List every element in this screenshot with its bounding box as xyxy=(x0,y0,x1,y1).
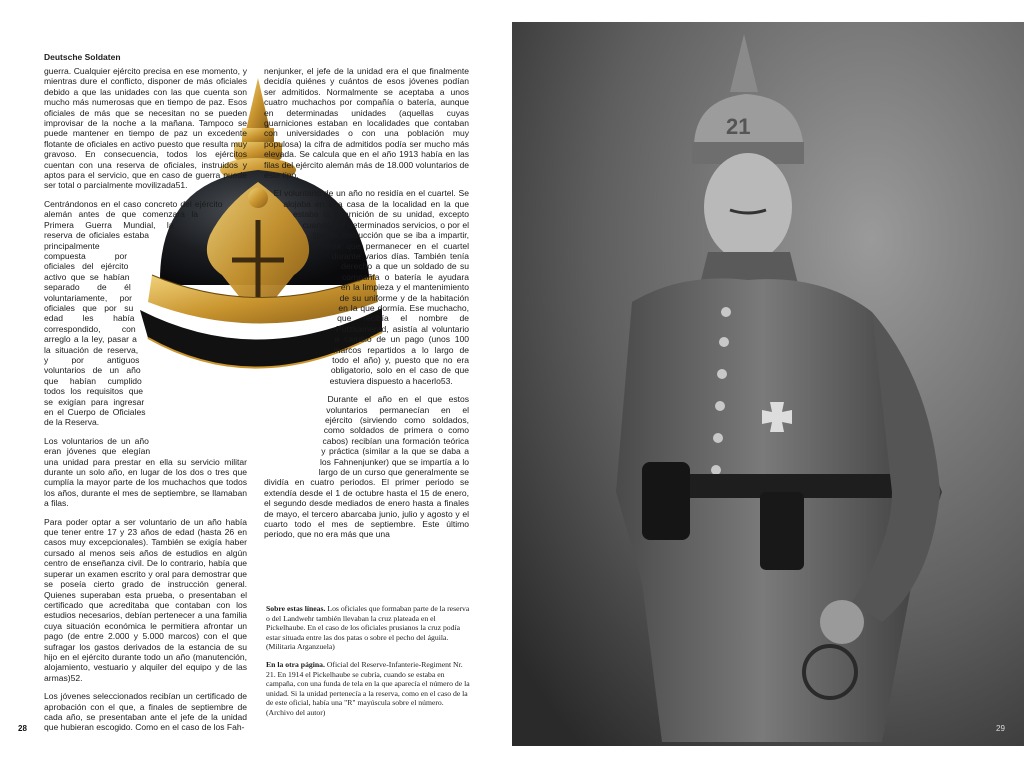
paragraph: Los jóvenes seleccionados recibían un certificado de aprobación con el que, a finales de septiembre de cada año, se presentaban ante el jefe de la unidad que hubieran escogido. Como en el caso de los Fah- xyxy=(44,691,247,733)
paragraph: Para poder optar a ser voluntario de un año había que tener entre 17 y 23 años de edad (hasta 26 en casos muy excepcionales). También se exigía haber cursado al menos seis años de estudios en algún centro de enseñanza civil. De lo contrario, había que superar un examen escrito y oral para demostrar que se poseía cierto grado de instrucción general. Quienes superaban esta prueba, o presentaban el certificado que acreditaba que contaban con los estudios necesarios, debían pertenecer a una familia cuya situación económica le permitiera afrontar un pago (de entre 2.000 y 5.000 marcos) con el que sufragar los gastos derivados de la estancia de su hijo en el ejército durante todo un año (manutención, alojamiento, vestuario y alquiler del equipo y de las armas)52. xyxy=(44,516,247,683)
paragraph: nenjunker, el jefe de la unidad era el que finalmente decidía quiénes y cuántos de esos jóvenes podían ser admitidos. Normalmente se aceptaba a unos cuatro muchachos por compañía o batería, aunque en determinadas unidades (aquellas cuyas guarniciones estaban en localidades que contaban con universidades o con una población muy populosa) la cifra de admitidos podía ser mucho más elevada. Se calcula que en el año 1913 había en las filas del ejército alemán más de 18.000 voluntarios de este tipo. xyxy=(264,66,469,181)
text-column-1 xyxy=(44,66,247,741)
paragraph: Los voluntarios de un año eran jóvenes que elegían una unidad para prestar en ella su servicio militar durante un solo año, en lugar de los dos o tres que cumplía la mayor parte de los muchachos que todos los años, durante el mes de septiembre, se llamaban a filas. xyxy=(44,435,247,509)
caption-body: Los oficiales que formaban parte de la reserva o del Landwehr también llevaban la cruz plateada en el Pickelhaube. En el caso de los oficiales prusianos la cruz podía estar situada entre las dos patas o sobre el pecho del águila. (Militaria Arganzuela) xyxy=(266,604,470,652)
page-number-left: 28 xyxy=(18,724,27,733)
page-number-right: 29 xyxy=(996,724,1005,733)
paragraph: Centrándonos en el caso concreto del ejército alemán antes de que comenzara la Primera Guerra Mundial, la reserva de oficiales estaba principalmente compuesta por oficiales del ejército activo que se habían separado de él voluntariamente, por oficiales que por su edad les había correspondido, con arreglo a la ley, pasar a la situación de reserva, y por antiguos voluntarios de un año que habían cumplido todos los requisitos que se exigían para ingresar en el Cuerpo de Oficiales de la Reserva. xyxy=(44,198,223,428)
running-head: Deutsche Soldaten xyxy=(44,52,121,62)
officer-portrait-illustration xyxy=(512,22,1024,746)
caption-body: Oficial del Reserve-Infanterie-Regiment Nr. 21. En 1914 el Pickelhaube se cubría, cuando se estaba en campaña, con una funda de tela en la que aparecía el número de la unidad. Si la unidad pertenecía a la reserva, como en el caso de la de este oficial, había una "R" mayúscula sobre el número. (Archivo del autor) xyxy=(266,660,470,717)
paragraph: El voluntario de un año no residía en el cuartel. Se alojaba en una casa de la localidad en la que estaba la guarnición de su unidad, excepto cuando por determinados servicios, o por el tipo de instrucción que se iba a impartir, tenía que permanecer en el cuartel durante varios días. También tenía derecho a que un soldado de su compañía o batería le ayudara en la limpieza y el mantenimiento de su uniforme y de la habitación en la que dormía. Ese muchacho, que recibía el nombre de Putzkamerad, asistía al voluntario a cambio de un pago (unos 100 marcos repartidos a lo largo de todo el año) y, puesto que no era obligatorio, solo en el caso de que estuviera dispuesto a hacerlo53. xyxy=(273,188,469,386)
text-column-2 xyxy=(264,66,469,548)
caption-helmet xyxy=(266,604,471,652)
paragraph: guerra. Cualquier ejército precisa en ese momento, y mientras dure el conflicto, disponer de más oficiales debido a que las unidades con las que cuenta son mucho más numerosas que en tiempo de paz. Esos oficiales de más que se necesitan no se pueden improvisar de la noche a la mañana. Tampoco se puede mantener en tiempo de paz un excedente flotante de oficiales en activo puesto que resulta muy gravoso. En consecuencia, todos los ejércitos cuentan con una reserva de oficiales, instruidos y aptos para el servicio, que en caso de guerra puede ser total o parcialmente movilizada51. xyxy=(44,66,247,191)
caption-lead: Sobre estas líneas. xyxy=(266,604,326,613)
caption-lead: En la otra página. xyxy=(266,660,325,669)
officer-portrait-photo xyxy=(512,22,1024,746)
caption-portrait xyxy=(266,660,471,718)
helmet-cover-number: 21 xyxy=(726,114,751,139)
paragraph: Durante el año en el que estos voluntarios permanecían en el ejército (sirviendo como soldados, como soldados de primera o como cabos) recibían una formación teórica y práctica (similar a la que se daba a los Fahnenjunker) que se impartía a lo largo de un curso que generalmente se dividía en cuatro periodos. El primer periodo se extendía desde el 1 de octubre hasta el 15 de enero, el segundo desde mediados de enero hasta a finales de mayo, el tercero abarcaba junio, julio y agosto y el cuarto todo el mes de septiembre. Este último periodo, que no era más que una xyxy=(264,394,469,540)
